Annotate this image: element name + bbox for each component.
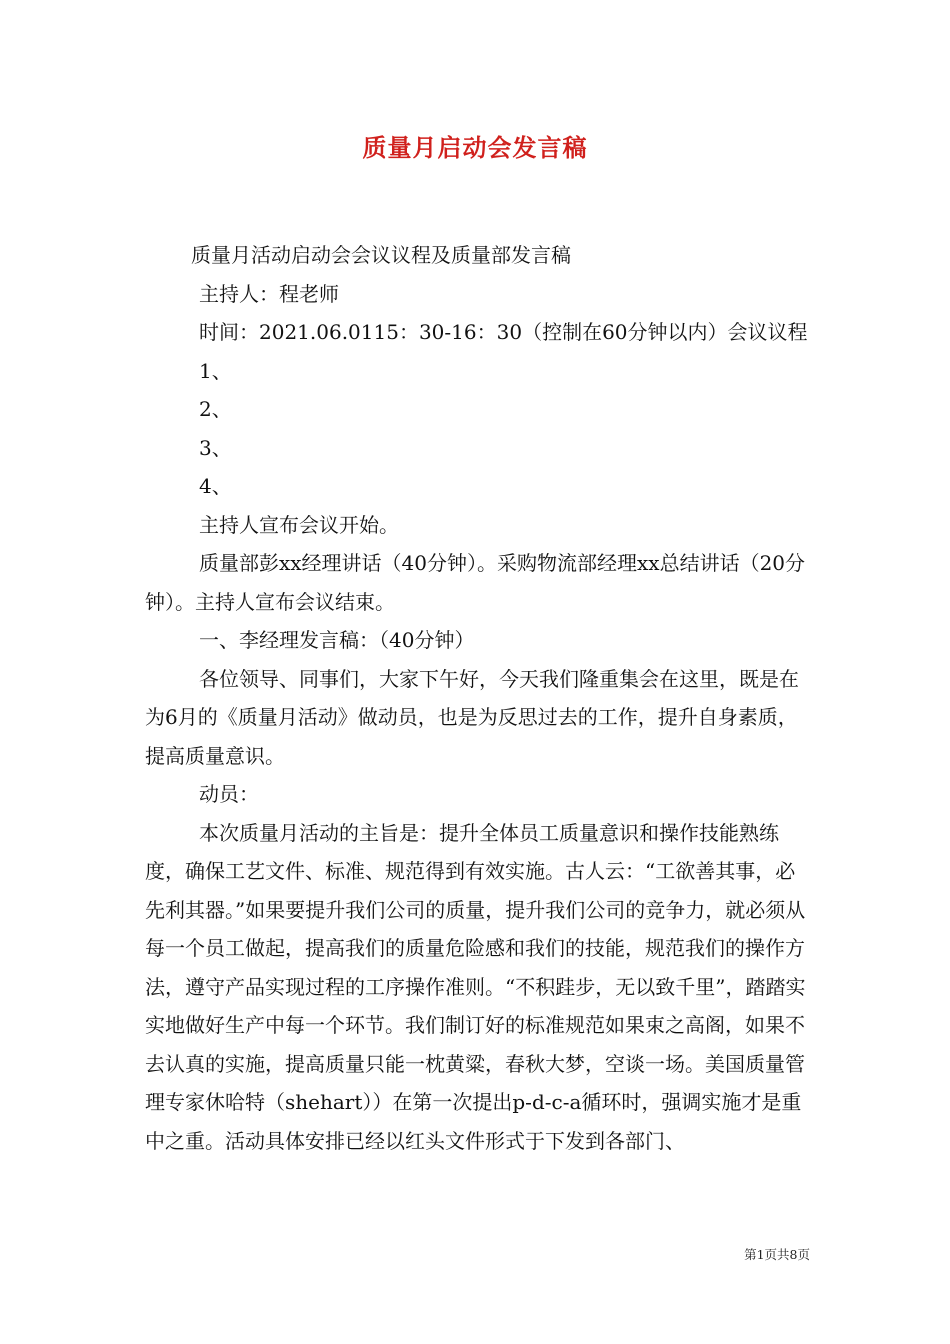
document-title: 质量月启动会发言稿 <box>362 133 588 162</box>
opening-paragraph: 各位领导、同事们，大家下午好，今天我们隆重集会在这里，既是在为6月的《质量月活动》做动员，也是为反思过去的工作，提升自身素质，提高质量意识。 <box>145 666 799 768</box>
main-paragraph: 本次质量月活动的主旨是：提升全体员工质量意识和操作技能熟练度，确保工艺文件、标准、规范得到有效实施。古人云：“工欲善其事，必先利其器。”如果要提升我们公司的质量，提升我们公司的竞争力，就必须从每一个员工做起，提高我们的质量危险感和我们的技能，规范我们的操作方法，遵守产品实现过程的工序操作准则。“不积跬步，无以致千里”，踏踏实实地做好生产中每一个环节。我们制订好的标准规范如果束之高阁，如果不去认真的实施，提高质量只能一枕黄粱，春秋大梦，空谈一场。美国质量管理专家休哈特（shehart））在第一次提出p-d-c-a循环时，强调实施才是重中之重。活动具体安排已经以红头文件形式于下发到各部门、 <box>145 820 806 1153</box>
agenda-item-2: 2、 <box>199 397 232 421</box>
agenda-item-3: 3、 <box>199 435 232 460</box>
agenda-heading: 质量月活动启动会会议议程及质量部发言稿 <box>191 243 571 267</box>
host-line: 主持人：程老师 <box>199 281 339 306</box>
meeting-start-line: 主持人宣布会议开始。 <box>199 512 399 537</box>
speech-schedule: 质量部彭xx经理讲话（40分钟）。采购物流部经理xx总结讲话（20分钟）。主持人宣布会议结束。 <box>145 551 806 614</box>
section-heading-1: 一、李经理发言稿：（40分钟） <box>199 628 475 652</box>
agenda-item-4: 4、 <box>199 474 232 498</box>
page-number: 第1页共8页 <box>744 1247 810 1262</box>
mobilization-heading: 动员： <box>199 782 259 806</box>
agenda-item-1: 1、 <box>199 358 232 383</box>
time-line: 时间：2021.06.0115：30-16：30（控制在60分钟以内）会议议程 <box>199 320 808 344</box>
document-body <box>145 236 810 1160</box>
